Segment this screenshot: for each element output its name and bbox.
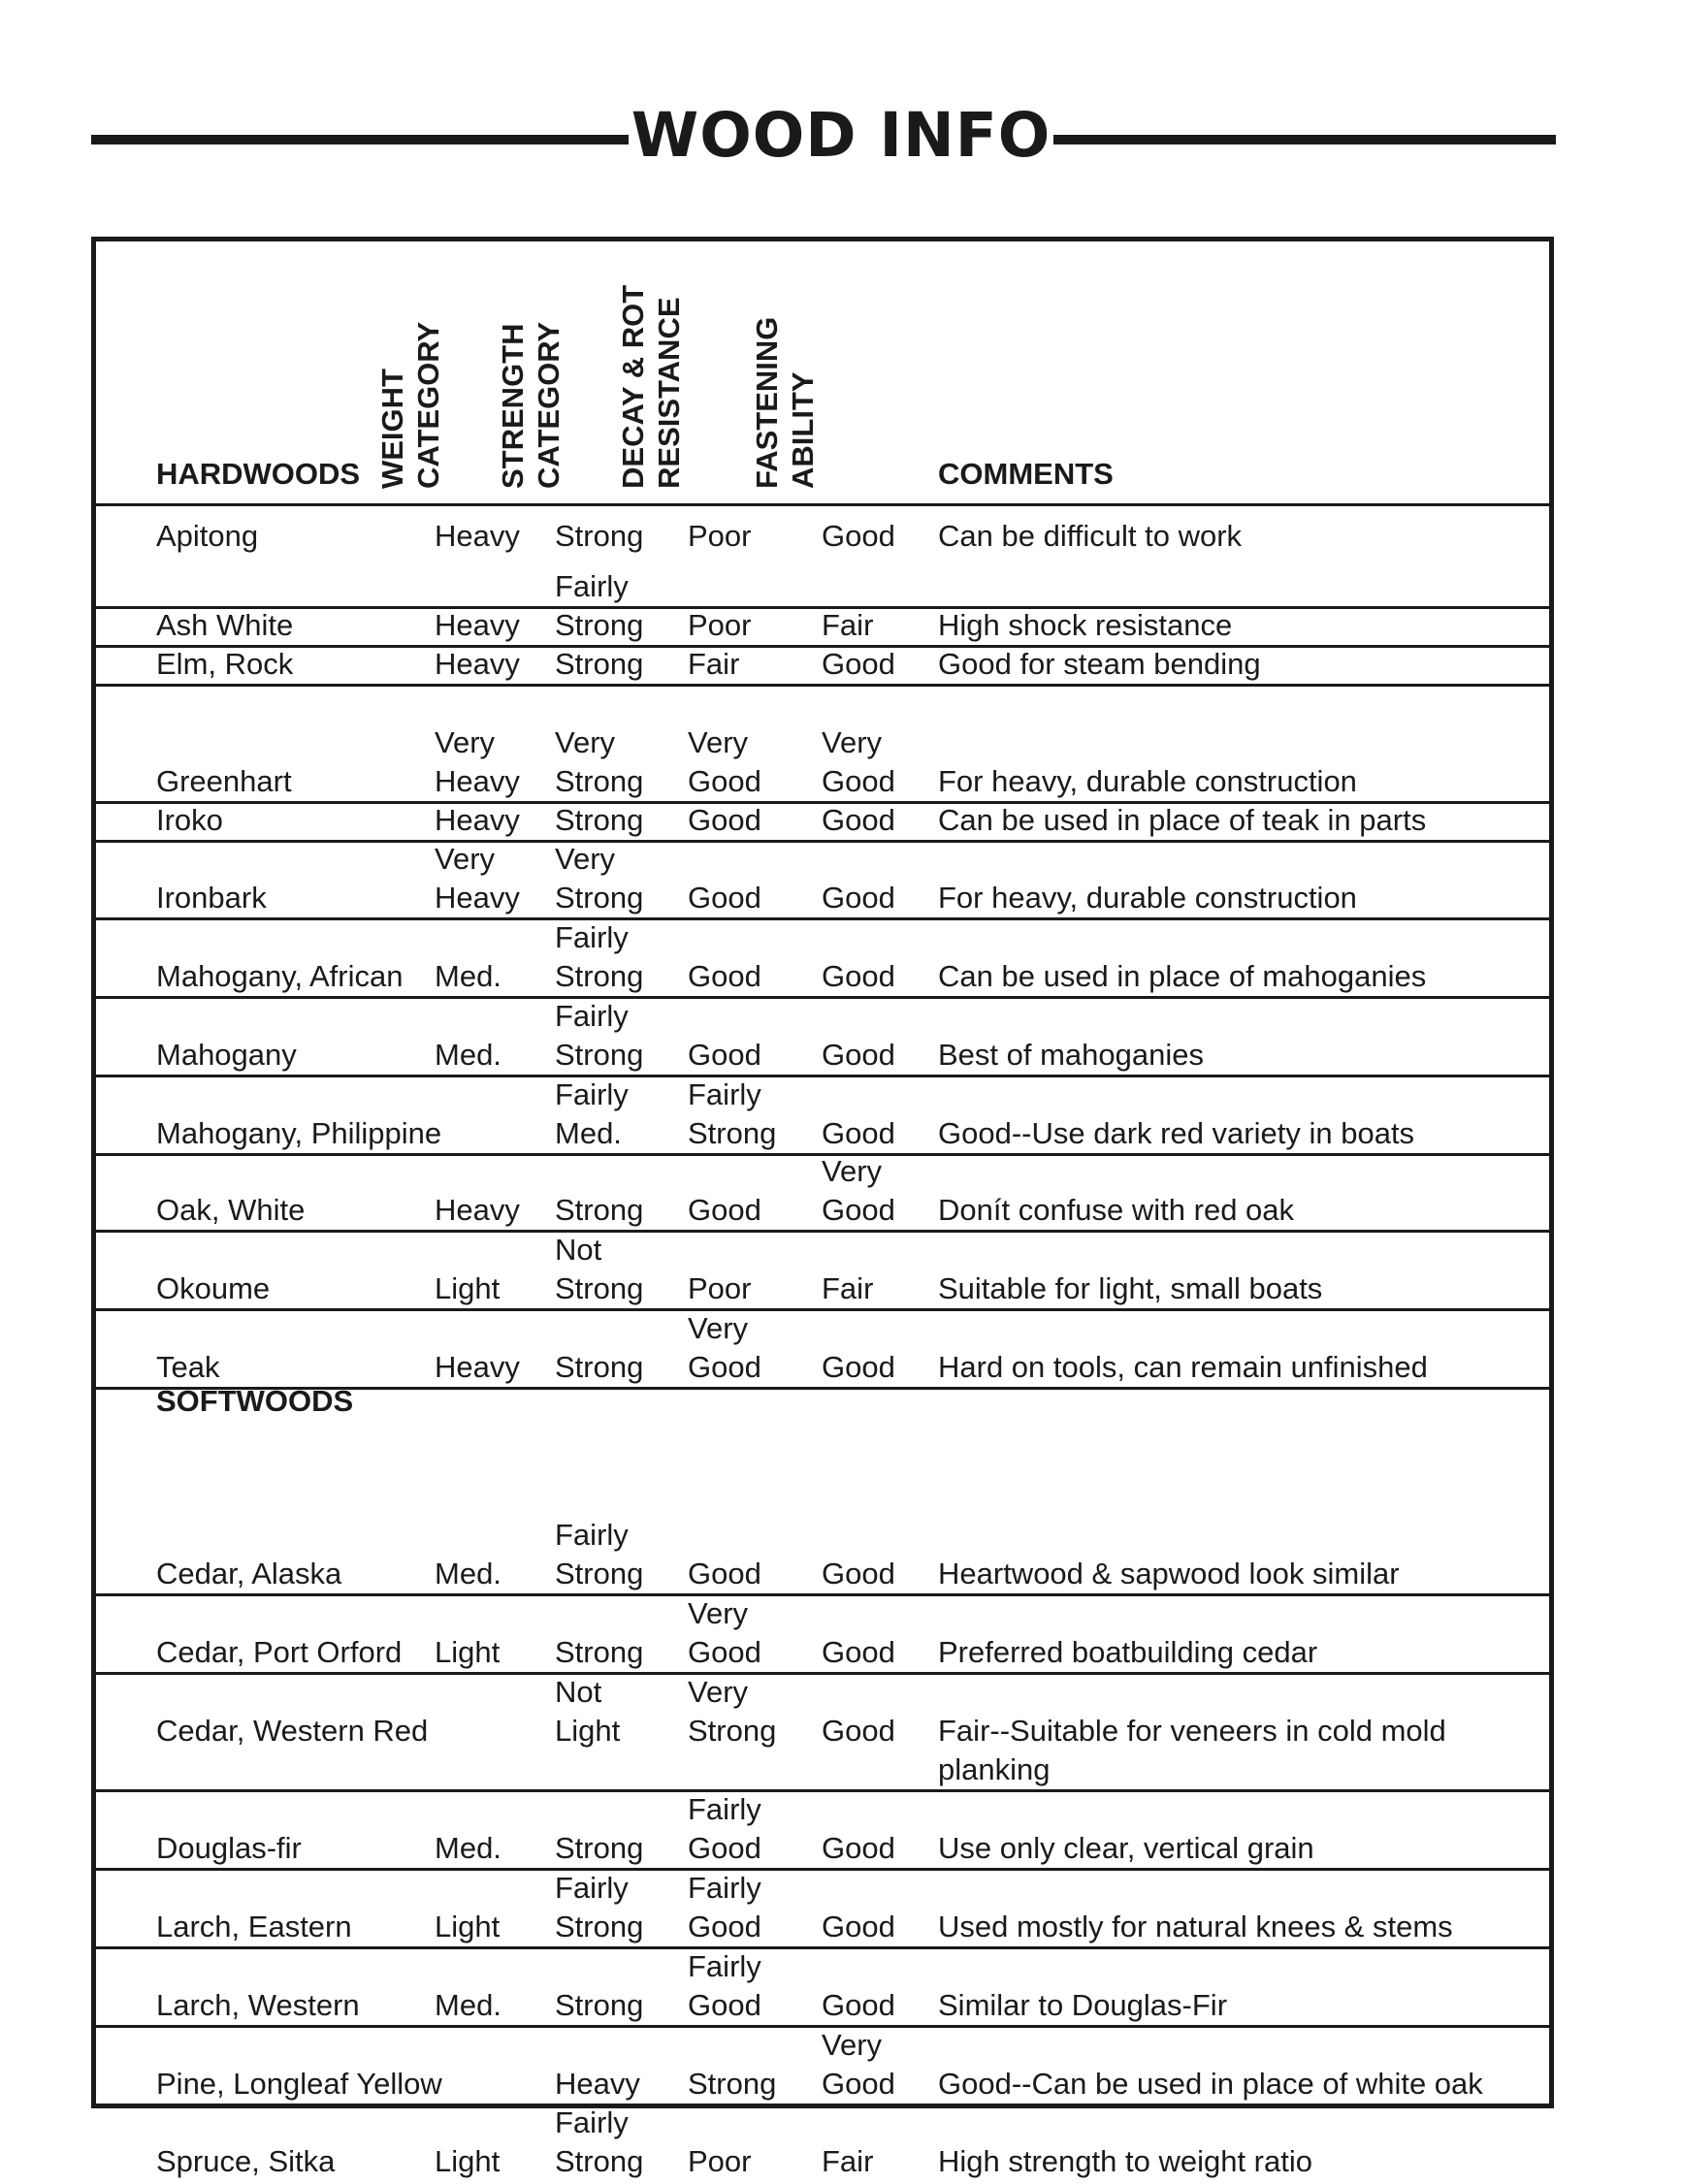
weight-cell: Med. <box>435 959 501 993</box>
wood-name-cell: Okoume <box>156 1271 271 1305</box>
fastening-cell: Good <box>822 519 895 553</box>
fastening-cell: Good <box>822 1193 895 1227</box>
fastening-cell: Good <box>822 1831 895 1865</box>
weight-cell: Heavy <box>435 764 520 798</box>
wood-name-cell: Mahogany, African <box>156 959 404 993</box>
wood-name-cell: Cedar, Port Orford <box>156 1635 403 1669</box>
weight-cell: Light <box>435 2144 501 2178</box>
wood-name-cell: Cedar, Western Red <box>156 1714 429 1748</box>
decay-cell: Poor <box>688 2144 752 2178</box>
weight-cell: Heavy <box>435 1350 520 1384</box>
wood-name-cell: Spruce, Sitka <box>156 2144 336 2178</box>
table-row <box>96 2106 1549 2184</box>
decay-cell: Good <box>688 1193 761 1227</box>
strength-cell: Strong <box>555 1988 644 2022</box>
table-row <box>96 999 1549 1077</box>
strength-cell-upper: Very <box>555 725 616 759</box>
wood-name-cell: Ironbark <box>156 881 267 915</box>
strength-cell: Heavy <box>555 2067 640 2101</box>
decay-cell: Good <box>688 1988 761 2022</box>
wood-name-cell: Pine, Longleaf Yellow <box>156 2067 442 2101</box>
fastening-cell-upper: Very <box>822 1154 883 1188</box>
comments-cell: Preferred boatbuilding cedar <box>938 1635 1318 1669</box>
weight-cell: Heavy <box>435 881 520 915</box>
table-row <box>96 920 1549 999</box>
wood-name-cell: Teak <box>156 1350 220 1384</box>
comments-cell: For heavy, durable construction <box>938 881 1357 915</box>
strength-cell-upper: Fairly <box>555 2105 629 2139</box>
strength-cell-upper: Fairly <box>555 569 629 603</box>
comments-cell: Similar to Douglas-Fir <box>938 1988 1228 2022</box>
table-row <box>96 804 1549 843</box>
strength-cell: Strong <box>555 1350 644 1384</box>
comments-cell: Can be used in place of teak in parts <box>938 803 1427 837</box>
decay-cell: Good <box>688 764 761 798</box>
table-row <box>96 1077 1549 1156</box>
comments-cell: Use only clear, vertical grain <box>938 1831 1314 1865</box>
wood-name-cell: Cedar, Alaska <box>156 1557 342 1590</box>
wood-name-cell: Greenhart <box>156 764 292 798</box>
wood-name-cell: Iroko <box>156 803 223 837</box>
fastening-cell: Good <box>822 881 895 915</box>
fastening-cell: Good <box>822 1714 895 1748</box>
strength-cell: Strong <box>555 2144 644 2178</box>
strength-cell-upper: Fairly <box>555 999 629 1033</box>
weight-cell: Heavy <box>435 647 520 681</box>
weight-cell: Light <box>435 1635 501 1669</box>
weight-cell: Heavy <box>435 519 520 553</box>
comments-cell: For heavy, durable construction <box>938 764 1357 798</box>
strength-cell: Strong <box>555 1557 644 1590</box>
decay-cell: Strong <box>688 1714 777 1748</box>
strength-cell: Strong <box>555 1635 644 1669</box>
strength-cell-upper: Not <box>555 1233 602 1267</box>
decay-cell-upper: Fairly <box>688 1077 761 1111</box>
comments-cell: Hard on tools, can remain unfinished <box>938 1350 1428 1384</box>
table-row <box>96 687 1549 804</box>
table-row <box>96 501 1549 609</box>
strength-cell: Strong <box>555 1193 644 1227</box>
strength-cell-upper: Not <box>555 1675 602 1709</box>
comments-cell: Used mostly for natural knees & stems <box>938 1910 1453 1943</box>
table-row <box>96 1949 1549 2028</box>
softwoods-heading: SOFTWOODS <box>156 1384 354 1418</box>
comments-cell: Good--Can be used in place of white oak <box>938 2067 1483 2101</box>
weight-cell: Med. <box>435 1038 501 1072</box>
weight-cell: Med. <box>435 1988 501 2022</box>
wood-info-table: HARDWOODS WEIGHT CATEGORY STRENGTH CATEGORY DECAY & ROT RESISTANCE FASTENING ABILITY COMMENTS Apitong Heavy Strong Poor Good Can be difficult to work Ash White Heavy Fairly Strong Poor Fair High shock resistance Elm, Rock Heavy Strong Fair Good Good for steam bending Greenhart Very Heavy Very Strong Very Good Very Good For heavy, durable construction Iroko Heavy Strong Good Good Can be used in place of teak in parts Ironbark Very Heavy Very Strong Good Good For heavy, durable construction Mahogany, African Med. Fairly Strong Good Good Can be used in place of mahoganies Mahogany Med. Fairly Strong Good Good Best of mahoganies Mahogany, Philippine Fairly Med. Fairly Strong Good Good--Use dark red variety in boats Oak, White Heavy Strong Good Very Good Donít confuse with red oak Okoume Light Not Strong Poor Fair Suitable for light, small boats Teak Heavy Strong Very Good Good Hard on tools, can remain unfinished Cedar, Alaska Med. Fairly Strong Good Good Heartwood & sapwood look similar Cedar, Port Orford Light Strong Very Good Good Preferred boatbuilding cedar Cedar, Western Red Not Light Very Strong Good Fair--Suitable for veneers in cold mold planking Douglas-fir Med. Strong Fairly Good Good Use only clear, vertical grain Larch, Eastern Light Fairly Strong Fairly Good Good Used mostly for natural knees & stems Larch, Western Med. Strong Fairly Good Good Similar to Douglas-Fir Pine, Longleaf Yellow Heavy Strong Very Good Good--Can be used in place of white oak Spruce, Sitka Light Fairly Strong Poor Fair High strength to weight ratio SOFTWOODS <box>91 237 1554 2108</box>
table-row <box>96 2028 1549 2106</box>
strength-cell: Strong <box>555 1271 644 1305</box>
strength-cell-upper: Fairly <box>555 1077 629 1111</box>
weight-cell-upper: Very <box>435 725 496 759</box>
table-row <box>96 1675 1549 1792</box>
decay-cell: Good <box>688 803 761 837</box>
fastening-cell: Good <box>822 2067 895 2101</box>
decay-cell: Poor <box>688 1271 752 1305</box>
strength-cell: Strong <box>555 608 644 642</box>
wood-name-cell: Elm, Rock <box>156 647 294 681</box>
hardwoods-heading: HARDWOODS <box>156 457 361 491</box>
fastening-cell: Good <box>822 1910 895 1943</box>
comments-cell: Can be difficult to work <box>938 519 1243 553</box>
decay-cell: Good <box>688 881 761 915</box>
decay-cell: Good <box>688 1557 761 1590</box>
strength-cell: Light <box>555 1714 621 1748</box>
strength-cell: Strong <box>555 764 644 798</box>
fastening-cell: Fair <box>822 2144 874 2178</box>
decay-cell: Poor <box>688 519 752 553</box>
comments-cell: Donít confuse with red oak <box>938 1193 1295 1227</box>
decay-cell: Strong <box>688 1116 777 1150</box>
decay-cell-upper: Very <box>688 725 749 759</box>
decay-cell-upper: Fairly <box>688 1949 761 1983</box>
decay-cell: Good <box>688 1350 761 1384</box>
comments-cell: Good--Use dark red variety in boats <box>938 1116 1415 1150</box>
comments-cell: Can be used in place of mahoganies <box>938 959 1427 993</box>
comments-cell: Fair--Suitable for veneers in cold mold planking <box>938 1714 1446 1786</box>
strength-cell: Strong <box>555 1831 644 1865</box>
wood-name-cell: Larch, Western <box>156 1988 360 2022</box>
fastening-cell: Good <box>822 1557 895 1590</box>
table-row <box>96 1596 1549 1675</box>
table-row <box>96 648 1549 687</box>
fastening-cell: Good <box>822 959 895 993</box>
comments-header: COMMENTS <box>938 457 1114 491</box>
decay-cell: Fair <box>688 647 740 681</box>
table-row <box>96 1871 1549 1949</box>
wood-name-cell: Larch, Eastern <box>156 1910 352 1943</box>
wood-name-cell: Mahogany <box>156 1038 297 1072</box>
strength-cell: Strong <box>555 959 644 993</box>
comments-cell: High shock resistance <box>938 608 1233 642</box>
wood-name-cell: Mahogany, Philippine <box>156 1116 442 1150</box>
strength-cell: Strong <box>555 881 644 915</box>
weight-cell: Med. <box>435 1557 501 1590</box>
strength-cell: Strong <box>555 803 644 837</box>
fastening-cell: Good <box>822 1635 895 1669</box>
strength-cell: Strong <box>555 519 644 553</box>
weight-cell-upper: Very <box>435 842 496 876</box>
wood-name-cell: Douglas-fir <box>156 1831 302 1865</box>
weight-cell: Heavy <box>435 1193 520 1227</box>
decay-cell-upper: Fairly <box>688 1792 761 1826</box>
decay-cell: Good <box>688 1635 761 1669</box>
fastening-cell: Good <box>822 803 895 837</box>
fastening-cell-upper: Very <box>822 2028 883 2062</box>
decay-cell-upper: Very <box>688 1675 749 1709</box>
table-row <box>96 843 1549 920</box>
table-row <box>96 1156 1549 1233</box>
strength-cell: Med. <box>555 1116 622 1150</box>
fastening-cell: Good <box>822 1116 895 1150</box>
strength-cell-upper: Fairly <box>555 1518 629 1552</box>
fastening-cell: Fair <box>822 1271 874 1305</box>
decay-cell: Good <box>688 1831 761 1865</box>
decay-cell-upper: Very <box>688 1311 749 1345</box>
fastening-cell: Good <box>822 764 895 798</box>
weight-cell: Heavy <box>435 608 520 642</box>
decay-cell: Good <box>688 1038 761 1072</box>
fastening-cell: Good <box>822 647 895 681</box>
comments-cell: Suitable for light, small boats <box>938 1271 1323 1305</box>
table-row <box>96 1792 1549 1871</box>
strength-cell-upper: Fairly <box>555 1871 629 1905</box>
weight-cell: Heavy <box>435 803 520 837</box>
decay-cell: Poor <box>688 608 752 642</box>
fastening-cell: Good <box>822 1350 895 1384</box>
table-row <box>96 1233 1549 1311</box>
strength-cell-upper: Fairly <box>555 920 629 954</box>
strength-cell-upper: Very <box>555 842 616 876</box>
header-row-divider <box>96 241 1549 506</box>
fastening-cell: Good <box>822 1038 895 1072</box>
strength-cell: Strong <box>555 647 644 681</box>
fastening-cell-upper: Very <box>822 725 883 759</box>
decay-cell: Good <box>688 959 761 993</box>
weight-cell: Light <box>435 1271 501 1305</box>
wood-name-cell: Oak, White <box>156 1193 306 1227</box>
decay-cell-upper: Very <box>688 1596 749 1630</box>
decay-cell: Good <box>688 1910 761 1943</box>
wood-name-cell: Apitong <box>156 519 259 553</box>
comments-cell: High strength to weight ratio <box>938 2144 1312 2178</box>
wood-name-cell: Ash White <box>156 608 294 642</box>
strength-cell: Strong <box>555 1910 644 1943</box>
decay-cell-upper: Fairly <box>688 1871 761 1905</box>
page-title: WOOD INFO <box>0 97 1682 175</box>
table-row <box>96 569 1549 648</box>
weight-cell: Med. <box>435 1831 501 1865</box>
comments-cell: Heartwood & sapwood look similar <box>938 1557 1400 1590</box>
table-row <box>96 1311 1549 1390</box>
comments-cell: Good for steam bending <box>938 647 1261 681</box>
strength-cell: Strong <box>555 1038 644 1072</box>
decay-cell: Strong <box>688 2067 777 2101</box>
fastening-cell: Fair <box>822 608 874 642</box>
comments-cell: Best of mahoganies <box>938 1038 1205 1072</box>
weight-cell: Light <box>435 1910 501 1943</box>
fastening-cell: Good <box>822 1988 895 2022</box>
